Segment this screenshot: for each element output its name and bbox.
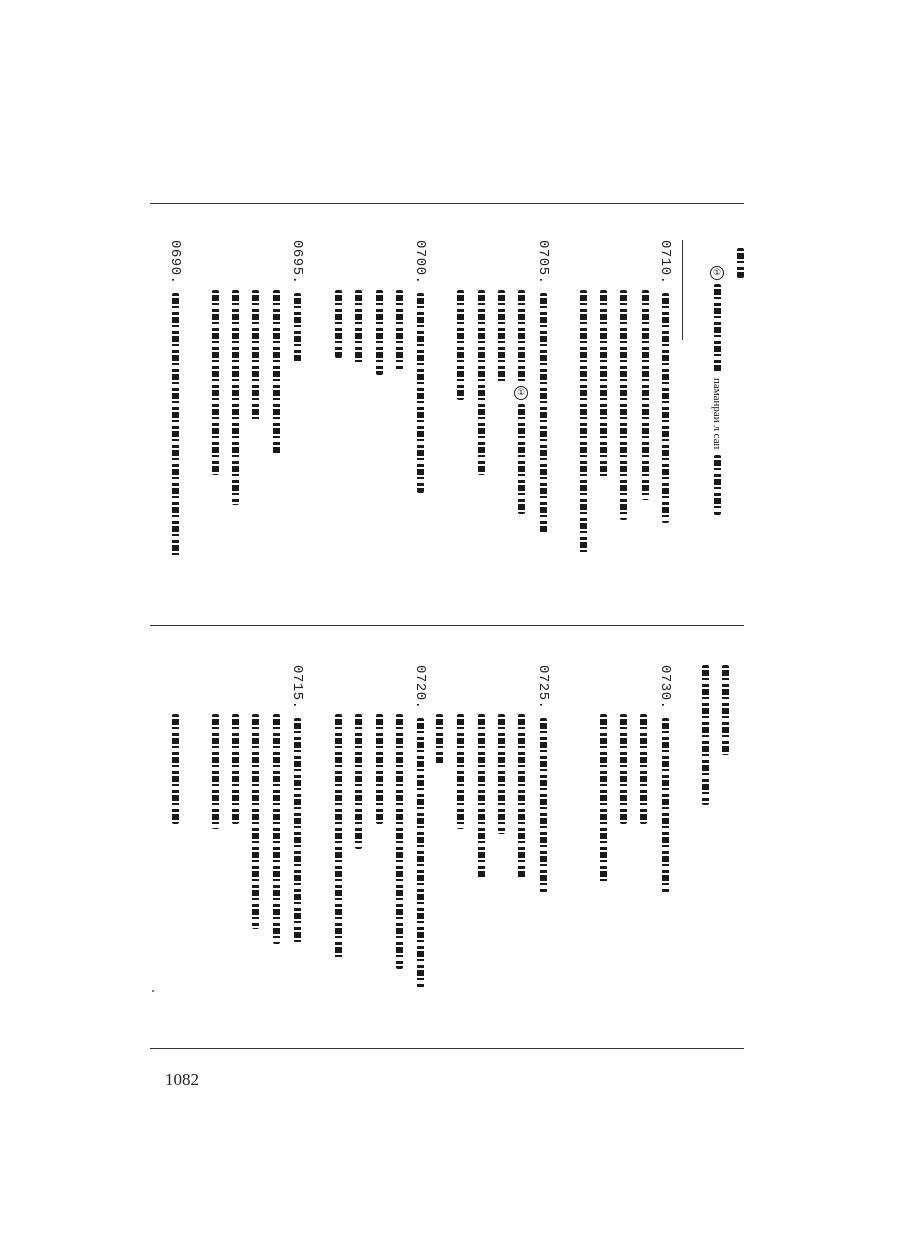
entry-0695-line-4 xyxy=(230,290,240,505)
entry-0715 xyxy=(289,665,305,943)
mongolian-text-line xyxy=(662,293,669,523)
mongolian-text-line xyxy=(518,714,525,879)
footnote-column xyxy=(712,262,722,515)
mongolian-text-line xyxy=(662,718,669,893)
mongolian-text-line xyxy=(620,714,627,824)
mongolian-text-line xyxy=(714,284,721,372)
entry-0720-line-3 xyxy=(374,714,384,824)
entry-0705-line-2 xyxy=(516,290,526,514)
entry-0730-line-4 xyxy=(598,714,608,884)
mongolian-text-line xyxy=(457,290,464,400)
mongolian-text-line xyxy=(396,290,403,370)
mongolian-text-line xyxy=(580,290,587,555)
entry-0730 xyxy=(657,665,673,893)
mongolian-text-line xyxy=(540,293,547,533)
mongolian-text-line xyxy=(355,714,362,849)
entry-0720 xyxy=(412,665,428,988)
entry-number: 0710. xyxy=(657,240,673,285)
mongolian-text-line xyxy=(355,290,362,365)
entry-0715-line-2 xyxy=(271,714,281,944)
footnote-reference-marker: ① xyxy=(514,386,528,400)
mongolian-text-line xyxy=(640,714,647,824)
mongolian-text-line xyxy=(294,293,301,363)
entry-0730-line-2 xyxy=(638,714,648,824)
bottom-rule xyxy=(150,1048,744,1049)
mongolian-text-line xyxy=(417,293,424,493)
entry-0725-line-4 xyxy=(476,714,486,879)
entry-0700-line-5 xyxy=(333,290,343,358)
entry-0720-line-5 xyxy=(333,714,343,959)
mongolian-text-line xyxy=(212,290,219,475)
entry-0715-line-3 xyxy=(250,714,260,929)
mongolian-text-line xyxy=(518,290,525,382)
mongolian-text-line xyxy=(600,290,607,480)
entry-number: 0730. xyxy=(657,665,673,710)
mongolian-text-line xyxy=(498,290,505,385)
mongolian-text-line xyxy=(252,290,259,420)
entry-0700-line-3 xyxy=(374,290,384,375)
mongolian-text-line xyxy=(498,714,505,834)
mongolian-text-line xyxy=(436,714,443,764)
mongolian-text-line xyxy=(478,714,485,879)
entry-number: 0690. xyxy=(167,240,183,285)
page-number: 1082 xyxy=(165,1070,199,1089)
entry-0695 xyxy=(289,240,305,363)
mongolian-text-line xyxy=(376,290,383,375)
mongolian-text-line xyxy=(252,714,259,929)
footnote-latin-term: паманраи л сап xyxy=(711,378,723,450)
mongolian-text-line xyxy=(737,248,744,278)
entry-0725-line-5 xyxy=(455,714,465,829)
entry-0705 xyxy=(535,240,551,533)
entry-number: 0720. xyxy=(412,665,428,710)
entry-0705-line-5 xyxy=(455,290,465,400)
mongolian-text-line xyxy=(396,714,403,969)
mongolian-text-line xyxy=(417,718,424,988)
mongolian-text-line xyxy=(335,714,342,959)
mongolian-text-line xyxy=(518,404,525,514)
entry-number: 0715. xyxy=(289,665,305,710)
entry-0700-line-2 xyxy=(394,290,404,370)
mongolian-text-line xyxy=(172,293,179,558)
lower-line-b xyxy=(700,665,710,805)
mongolian-text-line xyxy=(376,714,383,824)
entry-0705-line-3 xyxy=(496,290,506,385)
entry-number: 0695. xyxy=(289,240,305,285)
entry-0700-line-4 xyxy=(353,290,363,365)
entry-0710 xyxy=(657,240,673,523)
footnote-marker: ① xyxy=(710,266,724,280)
mongolian-text-line xyxy=(714,455,721,515)
entry-0715-line-4 xyxy=(230,714,240,824)
mongolian-text-line xyxy=(702,665,709,805)
entry-0710-line-5 xyxy=(578,290,588,555)
entry-number: 0725. xyxy=(535,665,551,710)
top-rule xyxy=(150,203,744,204)
entry-0720-line-2 xyxy=(394,714,404,969)
entry-0705-line-4 xyxy=(476,290,486,475)
mongolian-text-line xyxy=(273,290,280,455)
mongolian-text-line xyxy=(478,290,485,475)
entry-number: 0705. xyxy=(535,240,551,285)
mongolian-text-line xyxy=(540,718,547,893)
speck xyxy=(152,990,154,992)
mongolian-text-line xyxy=(273,714,280,944)
entry-0710-line-2 xyxy=(640,290,650,500)
mongolian-text-line xyxy=(294,718,301,943)
entry-0690 xyxy=(167,240,183,558)
mongolian-text-line xyxy=(172,714,179,824)
entry-0710-line-3 xyxy=(618,290,628,520)
mongolian-text-line xyxy=(212,714,219,829)
mongolian-text-line xyxy=(642,290,649,500)
entry-0695-line-5 xyxy=(210,290,220,475)
entry-0725-line-3 xyxy=(496,714,506,834)
entry-0725-line-2 xyxy=(516,714,526,879)
entry-0695-line-2 xyxy=(271,290,281,455)
entry-0720-line-4 xyxy=(353,714,363,849)
footnote-column-top xyxy=(735,248,745,278)
entry-0730-line-3 xyxy=(618,714,628,824)
entry-0700 xyxy=(412,240,428,493)
entry-0715-line-6 xyxy=(170,714,180,824)
entry-0725 xyxy=(535,665,551,893)
mongolian-text-line xyxy=(232,714,239,824)
mongolian-text-line xyxy=(620,290,627,520)
middle-rule xyxy=(150,625,744,626)
footnote-separator xyxy=(682,240,684,340)
entry-number: 0700. xyxy=(412,240,428,285)
entry-0725-line-6 xyxy=(434,714,444,764)
entry-0710-line-4 xyxy=(598,290,608,480)
mongolian-text-line xyxy=(335,290,342,358)
mongolian-text-line xyxy=(600,714,607,884)
lower-line-a xyxy=(720,665,730,755)
mongolian-text-line xyxy=(232,290,239,505)
mongolian-text-line xyxy=(457,714,464,829)
mongolian-text-line xyxy=(722,665,729,755)
entry-0715-line-5 xyxy=(210,714,220,829)
entry-0695-line-3 xyxy=(250,290,260,420)
